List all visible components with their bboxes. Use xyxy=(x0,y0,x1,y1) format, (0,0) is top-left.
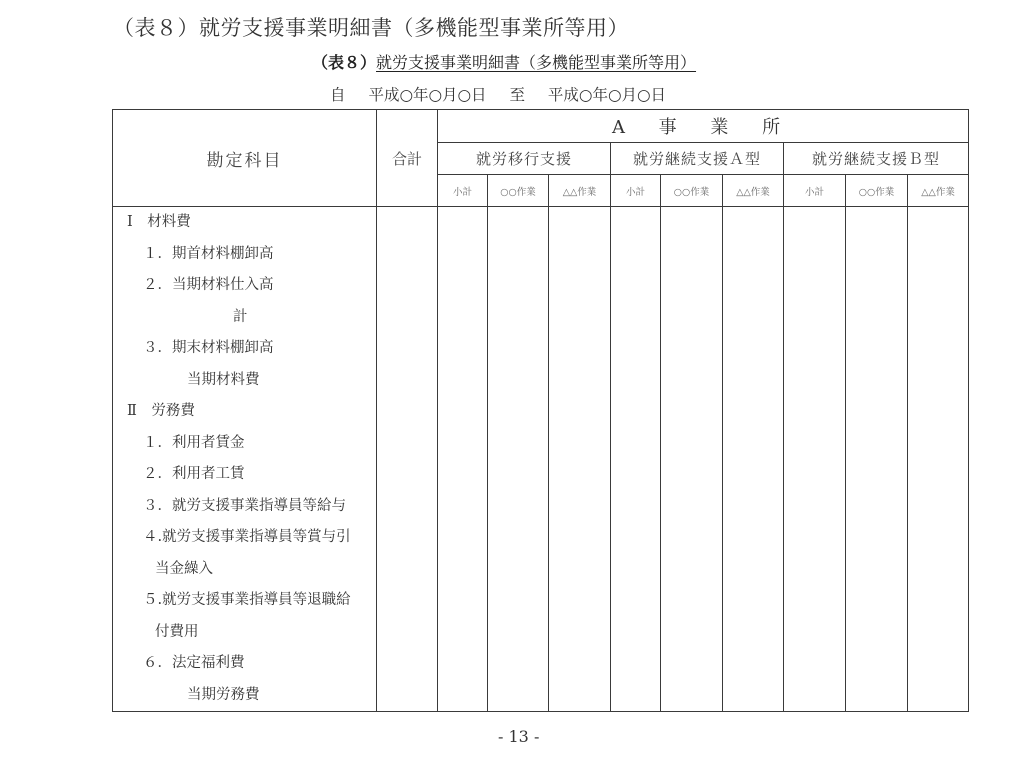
account-item-list xyxy=(113,207,376,711)
account-item: １．利用者賃金 xyxy=(143,434,245,451)
total-header: 合計 xyxy=(377,110,438,207)
subheader-work-triangle: △△作業 xyxy=(908,175,969,207)
account-item: ４.就労支援事業指導員等賞与引 xyxy=(143,529,351,545)
account-item: ５.就労支援事業指導員等退職給 xyxy=(143,592,351,608)
subheader-subtotal: 小計 xyxy=(784,175,846,207)
subheader-subtotal: 小計 xyxy=(611,175,661,207)
period-to-date: 平成○年○月○日 xyxy=(547,86,666,104)
table-caption-number: （表８） xyxy=(312,53,377,72)
subheader-work-triangle: △△作業 xyxy=(723,175,784,207)
account-item: 当金繰入 xyxy=(155,560,213,577)
account-item: 当期材料費 xyxy=(187,371,260,388)
type-a-work-circle-cell[interactable] xyxy=(661,207,723,712)
account-item: １．期首材料棚卸高 xyxy=(143,245,274,262)
type-b-subtotal-cell[interactable] xyxy=(784,207,846,712)
group-header-type-a: 就労継続支援Ａ型 xyxy=(611,143,784,175)
type-b-work-circle-cell[interactable] xyxy=(846,207,908,712)
type-a-work-triangle-cell[interactable] xyxy=(723,207,784,712)
transition-subtotal-cell[interactable] xyxy=(438,207,488,712)
document-main-title: （表８）就労支援事業明細書（多機能型事業所等用） xyxy=(113,16,629,40)
table-caption xyxy=(312,50,696,73)
total-value-cell[interactable] xyxy=(377,207,438,712)
type-b-work-triangle-cell[interactable] xyxy=(908,207,969,712)
type-a-subtotal-cell[interactable] xyxy=(611,207,661,712)
account-item: ２．利用者工賃 xyxy=(143,466,245,482)
account-item: Ⅱ 労務費 xyxy=(127,403,195,419)
account-items-cell xyxy=(113,207,377,712)
subheader-work-circle: ○○作業 xyxy=(488,175,549,207)
account-item: 計 xyxy=(233,308,248,325)
transition-work-triangle-cell[interactable] xyxy=(549,207,611,712)
group-header-transition: 就労移行支援 xyxy=(438,143,611,175)
table-caption-text: 就労支援事業明細書（多機能型事業所等用） xyxy=(376,53,697,72)
account-item: Ⅰ 材料費 xyxy=(127,214,191,230)
period-to-label: 至 xyxy=(509,86,525,104)
subheader-subtotal: 小計 xyxy=(438,175,488,207)
account-item: ２．当期材料仕入高 xyxy=(143,277,274,293)
transition-work-circle-cell[interactable] xyxy=(488,207,549,712)
reporting-period xyxy=(330,83,680,105)
group-header-type-b: 就労継続支援Ｂ型 xyxy=(784,143,969,175)
subheader-work-circle: ○○作業 xyxy=(846,175,908,207)
office-header: A 事 業 所 xyxy=(438,110,969,143)
account-item: ６．法定福利費 xyxy=(143,655,245,671)
period-from-date: 平成○年○月○日 xyxy=(368,86,487,104)
account-item: ３．就労支援事業指導員等給与 xyxy=(143,497,346,514)
period-from-label: 自 xyxy=(330,86,346,104)
subheader-work-circle: ○○作業 xyxy=(661,175,723,207)
account-item: 当期労務費 xyxy=(187,686,260,703)
account-item: 付費用 xyxy=(155,623,199,640)
subheader-work-triangle: △△作業 xyxy=(549,175,611,207)
statement-table xyxy=(112,109,969,712)
page-number: - 13 - xyxy=(498,727,540,746)
account-item: ３．期末材料棚卸高 xyxy=(143,340,274,356)
account-header: 勘定科目 xyxy=(113,110,377,207)
